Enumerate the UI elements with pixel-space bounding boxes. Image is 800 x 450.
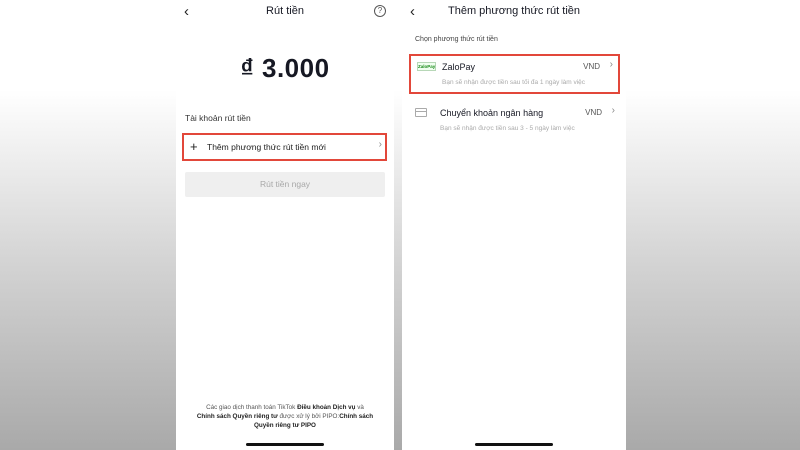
terms-footer: [190, 403, 380, 430]
home-indicator: [246, 443, 324, 446]
chevron-right-icon: ›: [611, 105, 615, 116]
account-label: Tài khoản rút tiền: [185, 113, 251, 123]
method-name: Chuyển khoản ngân hàng: [440, 108, 544, 118]
add-method-label: Thêm phương thức rút tiền mới: [207, 142, 326, 152]
footer-text: Các giao dịch thanh toán TikTok: [206, 404, 298, 411]
chevron-right-icon: ›: [609, 59, 613, 70]
balance-amount: ₫ 3.000: [240, 53, 330, 83]
help-icon[interactable]: ?: [374, 5, 386, 17]
page-title: Thêm phương thức rút tiền: [448, 5, 580, 17]
pipo-privacy-link[interactable]: Chính sách Quyền riêng tư PIPO: [254, 413, 374, 429]
method-option-zalopay[interactable]: [409, 54, 620, 94]
add-method-screen: [402, 0, 626, 450]
home-indicator: [475, 443, 553, 446]
page-title: Rút tiền: [266, 5, 304, 17]
method-name: ZaloPay: [442, 62, 476, 72]
bank-card-icon: [415, 108, 427, 117]
zalopay-logo-icon: ZaloPay: [418, 64, 436, 69]
back-button[interactable]: ‹: [184, 3, 189, 20]
chevron-right-icon: ›: [378, 139, 382, 150]
withdraw-now-button[interactable]: Rút tiền ngay: [185, 172, 385, 197]
add-method-button[interactable]: [182, 133, 387, 161]
back-button[interactable]: ‹: [410, 3, 415, 20]
method-currency: VND: [583, 62, 600, 71]
terms-link[interactable]: Điều khoản Dịch vụ: [297, 404, 356, 411]
withdraw-screen: [176, 0, 394, 450]
header: [402, 0, 626, 26]
plus-icon: +: [190, 139, 198, 154]
footer-text: và: [355, 404, 364, 411]
method-description: Bạn sẽ nhận được tiền sau 3 - 5 ngày làm việc: [440, 125, 575, 132]
method-currency: VND: [585, 108, 602, 117]
method-subtitle: Chọn phương thức rút tiền: [415, 36, 498, 43]
privacy-link[interactable]: Chính sách Quyền riêng tư: [196, 413, 278, 420]
method-description: Bạn sẽ nhận được tiền sau tối đa 1 ngày làm việc: [442, 79, 586, 86]
footer-text: được xử lý bởi PIPO:: [277, 413, 340, 420]
header: [176, 0, 394, 26]
method-option-bank-transfer[interactable]: [409, 102, 620, 136]
